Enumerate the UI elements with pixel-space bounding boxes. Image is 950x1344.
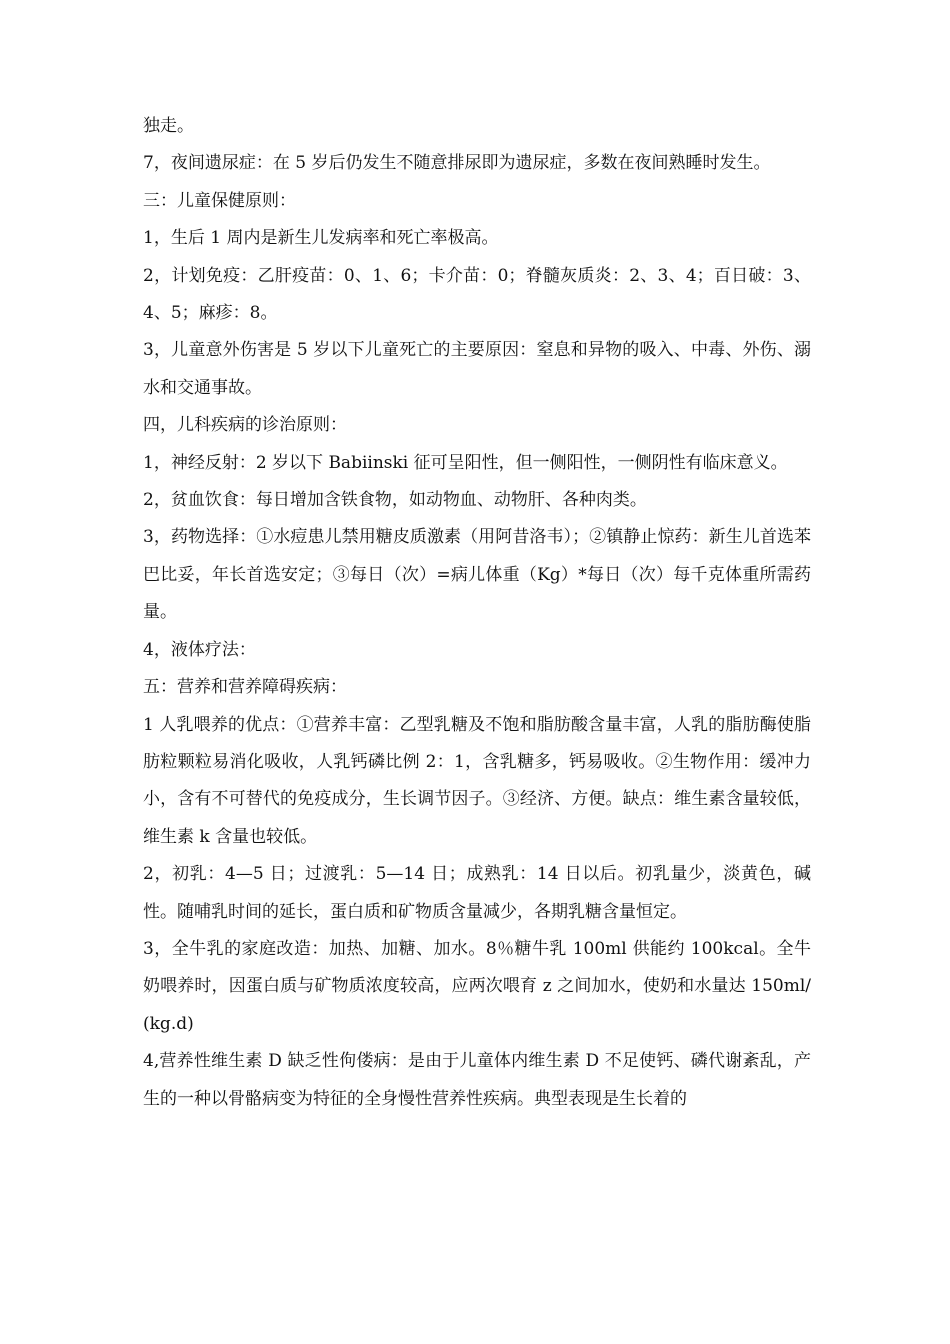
paragraph-breastfeeding: 1 人乳喂养的优点：①营养丰富：乙型乳糖及不饱和脂肪酸含量丰富，人乳的脂肪酶使脂肪粒颗粒易消化吸收，人乳钙磷比例 2：1，含乳糖多，钙易吸收。②生物作用：缓冲力小，含有不可替代的免疫成分，生长调节因子。③经济、方便。缺点：维生素含量较低，维生素 k 含量也较低。	[143, 714, 811, 847]
paragraph-continuation: 独走。	[143, 116, 194, 136]
paragraph-neonatal: 1，生后 1 周内是新生儿发病率和死亡率极高。	[143, 228, 499, 249]
paragraph-drug-selection: 3，药物选择：①水痘患儿禁用糖皮质激素（用阿昔洛韦）；②镇静止惊药：新生儿首选苯巴比妥，年长首选安定；③每日（次）=病儿体重（Kg）*每日（次）每千克体重所需药量。	[143, 527, 811, 623]
paragraph-accidents: 3，儿童意外伤害是 5 岁以下儿童死亡的主要原因：窒息和异物的吸入、中毒、外伤、溺水和交通事故。	[143, 340, 811, 398]
section-heading-diagnosis: 四，儿科疾病的诊治原则：	[143, 415, 347, 436]
paragraph-colostrum: 2，初乳：4—5 日；过渡乳：5—14 日；成熟乳：14 日以后。初乳量少，淡黄色，碱性。随哺乳时间的延长，蛋白质和矿物质含量减少，各期乳糖含量恒定。	[143, 864, 811, 922]
section-heading-nutrition: 五：营养和营养障碍疾病：	[143, 677, 347, 698]
paragraph-immunization: 2，计划免疫：乙肝疫苗：0、1、6；卡介苗：0；脊髓灰质炎：2、3、4；百日破：3、4、5；麻疹：8。	[143, 265, 811, 324]
paragraph-enuresis: 7，夜间遗尿症：在 5 岁后仍发生不随意排尿即为遗尿症，多数在夜间熟睡时发生。	[143, 153, 771, 174]
document-page	[143, 108, 811, 1118]
section-heading-child-health: 三：儿童保健原则：	[143, 190, 296, 211]
paragraph-cow-milk: 3，全牛乳的家庭改造：加热、加糖、加水。8％糖牛乳 100ml 供能约 100kcal。全牛奶喂养时，因蛋白质与矿物质浓度较高，应两次喂育 z 之间加水，使奶和水量达 150ml/(kg.d)	[143, 938, 811, 1034]
paragraph-reflex: 1，神经反射：2 岁以下 Babiinski 征可呈阳性，但一侧阳性，一侧阴性有临床意义。	[143, 452, 788, 473]
paragraph-anemia-diet: 2，贫血饮食：每日增加含铁食物，如动物血、动物肝、各种肉类。	[143, 490, 647, 511]
paragraph-rickets: 4,营养性维生素 D 缺乏性佝偻病：是由于儿童体内维生素 D 不足使钙、磷代谢紊乱，产生的一种以骨骼病变为特征的全身慢性营养性疾病。典型表现是生长着的	[143, 1051, 811, 1109]
paragraph-fluid-therapy: 4，液体疗法：	[143, 639, 256, 660]
